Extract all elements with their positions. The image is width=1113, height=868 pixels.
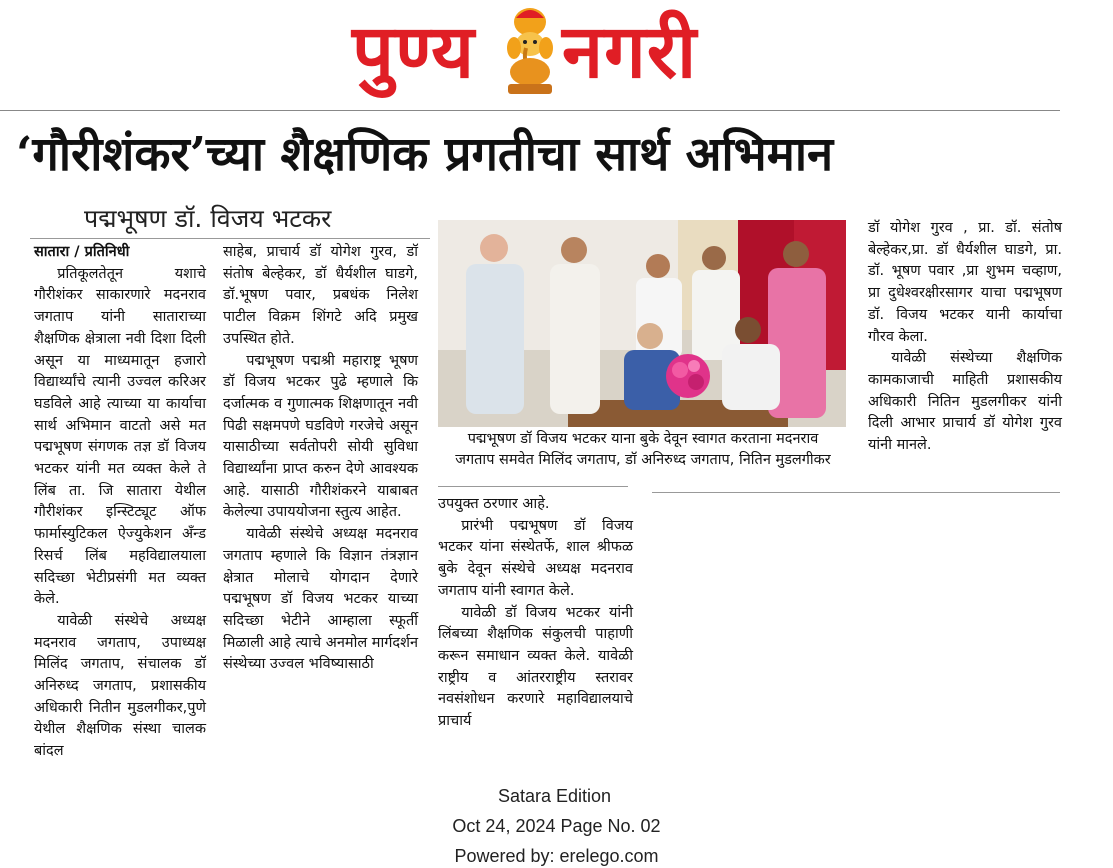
brand-name-left: पुण्य: [352, 9, 476, 95]
edition-label: [0, 785, 1113, 807]
caption-divider: [438, 486, 628, 487]
byline: पद्मभूषण डॉ. विजय भटकर: [84, 204, 332, 233]
section-divider: [652, 492, 1060, 493]
article-column-4: [868, 218, 1062, 457]
paragraph: यावेळी संस्थेचे अध्यक्ष मदनराव जगताप, उपाध्यक्ष मिलिंद जगताप, संचालक डॉ अनिरुध्द जगताप, प्रशासकीय अधिकारी नितीन मुडलगीकर,पुणे येथील शैक्षणिक संस्था चालक बांदल: [34, 612, 206, 760]
paragraph: प्रारंभी पद्मभूषण डॉ विजय भटकर यांना संस्थेतर्फे, शाल श्रीफळ बुके देवून संस्थेचे अध्यक्ष मदनराव जगताप यांनी स्वागत केले.: [438, 517, 633, 599]
masthead-divider: [0, 110, 1060, 111]
paragraph: यावेळी डॉ विजय भटकर यांनी लिंबच्या शैक्षणिक संकुलची पाहाणी करून समाधान व्यक्त केले. यावेळी राष्ट्रीय व आंतरराष्ट्रीय स्तरावर नवसंशोधन करणारे महाविद्यालयाचे प्राचार्य: [438, 604, 633, 730]
article-column-1: [34, 242, 206, 763]
paragraph: उपयुक्त ठरणार आहे.: [438, 496, 550, 512]
dateline: सातारा / प्रतिनिधी: [34, 244, 130, 260]
date-page-label: Oct 24, 2024 Page No. 02: [452, 816, 661, 836]
edition-text: Satara Edition: [497, 786, 612, 806]
caption-line: पद्मभूषण डॉ विजय भटकर याना बुके देवून स्वागत करताना मदनराव: [467, 431, 819, 447]
paragraph: डॉ योगेश गुरव , प्रा. डॉ. संतोष बेल्हेकर,प्रा. डॉ धैर्यशील घाडगे, प्रा. डॉ. भूषण पवार ,प्रा शुभम चव्हाण, प्रा दुधेश्वरक्षीरसागर याचा पद्मभूषण डॉ. विजय भटकर यानी कार्याचा गौरव केला.: [868, 220, 1062, 345]
photo-caption: [438, 429, 848, 471]
article-column-3: [438, 494, 633, 733]
powered-by-label: Powered by: erelego.com: [454, 846, 659, 866]
article-column-2: [223, 242, 418, 676]
bouquet: [666, 354, 710, 398]
masthead: [0, 0, 1113, 108]
brand-name-right: नगरी: [562, 9, 698, 95]
news-photo: [438, 220, 846, 427]
paragraph: साहेब, प्राचार्य डॉ योगेश गुरव, डॉ संतोष बेल्हेकर, डॉ धैर्यशील घाडगे, डॉ.भूषण पवार, प्रबधंक निलेश पाटील विक्रम शिंगटे अदि प्रमुख उपस्थित होते.: [223, 244, 418, 347]
paragraph: प्रतिकूलतेतून यशाचे गौरीशंकर साकारणारे मदनराव जगताप यांनी साताराच्या शैक्षणिक क्षेत्राला नवी दिशा दिली असून या माध्यमातून हजारो विद्यार्थ्यांचे त्यानी उज्वल करिअर घडविले आहे त्याच्या या कार्याचा सार्थ अभिमान वाटतो असे मत पद्मभूषण संगणक तज्ञ डॉ विजय भटकर यांनी मत व्यक्त केले ते लिंब ता. जि सातारा येथील गौरीशंकर इन्स्टिट्यूट ऑफ फार्मास्युटिकल ऐज्युकेशन अँन्ड रिसर्च लिंब महविद्यालयाला सदिच्छा भेटीप्रसंगी मत व्यक्त केले.: [34, 265, 206, 608]
headline: ‘गौरीशंकर’च्या शैक्षणिक प्रगतीचा सार्थ अभिमान: [16, 127, 834, 182]
paragraph: यावेळी संस्थेचे अध्यक्ष मदनराव जगताप म्हणाले कि विज्ञान तंत्रज्ञान क्षेत्रात मोलाचे योगदान देणारे पद्मभूषण डॉ विजय भटकर याच्या सदिच्छा भेटीने आम्हाला स्फूर्ती मिळाली आहे त्याचे अनमोल मार्गदर्शन संस्थेच्या उज्वल भविष्यासाठी: [223, 526, 418, 673]
paragraph: पद्मभूषण पद्मश्री महाराष्ट्र भूषण डॉ विजय भटकर पुढे म्हणाले कि दर्जात्मक व गुणात्मक शिक्षणातून नवी पिढी सक्षमपणे घडविणे गरजेचे असून यासाठीच्या सर्वतोपरी सोयी सुविधा विद्यार्थ्यांना प्राप्त करुन देणे आवश्यक आहे. यासाठी गौरीशंकरने याबाबत केलेल्या उपाययोजना स्तुत्य आहेत.: [223, 352, 418, 521]
ganesha-logo-icon: [498, 4, 562, 98]
paragraph: यावेळी संस्थेच्या शैक्षणिक कामकाजाची माहिती प्रशासकीय अधिकारी नितिन मुडलगीकर यांनी दिली आभार प्राचार्य डॉ योगेश गुरव यांनी मानले.: [868, 350, 1062, 454]
byline-divider: [30, 238, 430, 239]
caption-line: जगताप समवेत मिलिंद जगताप, डॉ अनिरुध्द जगताप, नितिन मुडलगीकर: [455, 452, 831, 468]
